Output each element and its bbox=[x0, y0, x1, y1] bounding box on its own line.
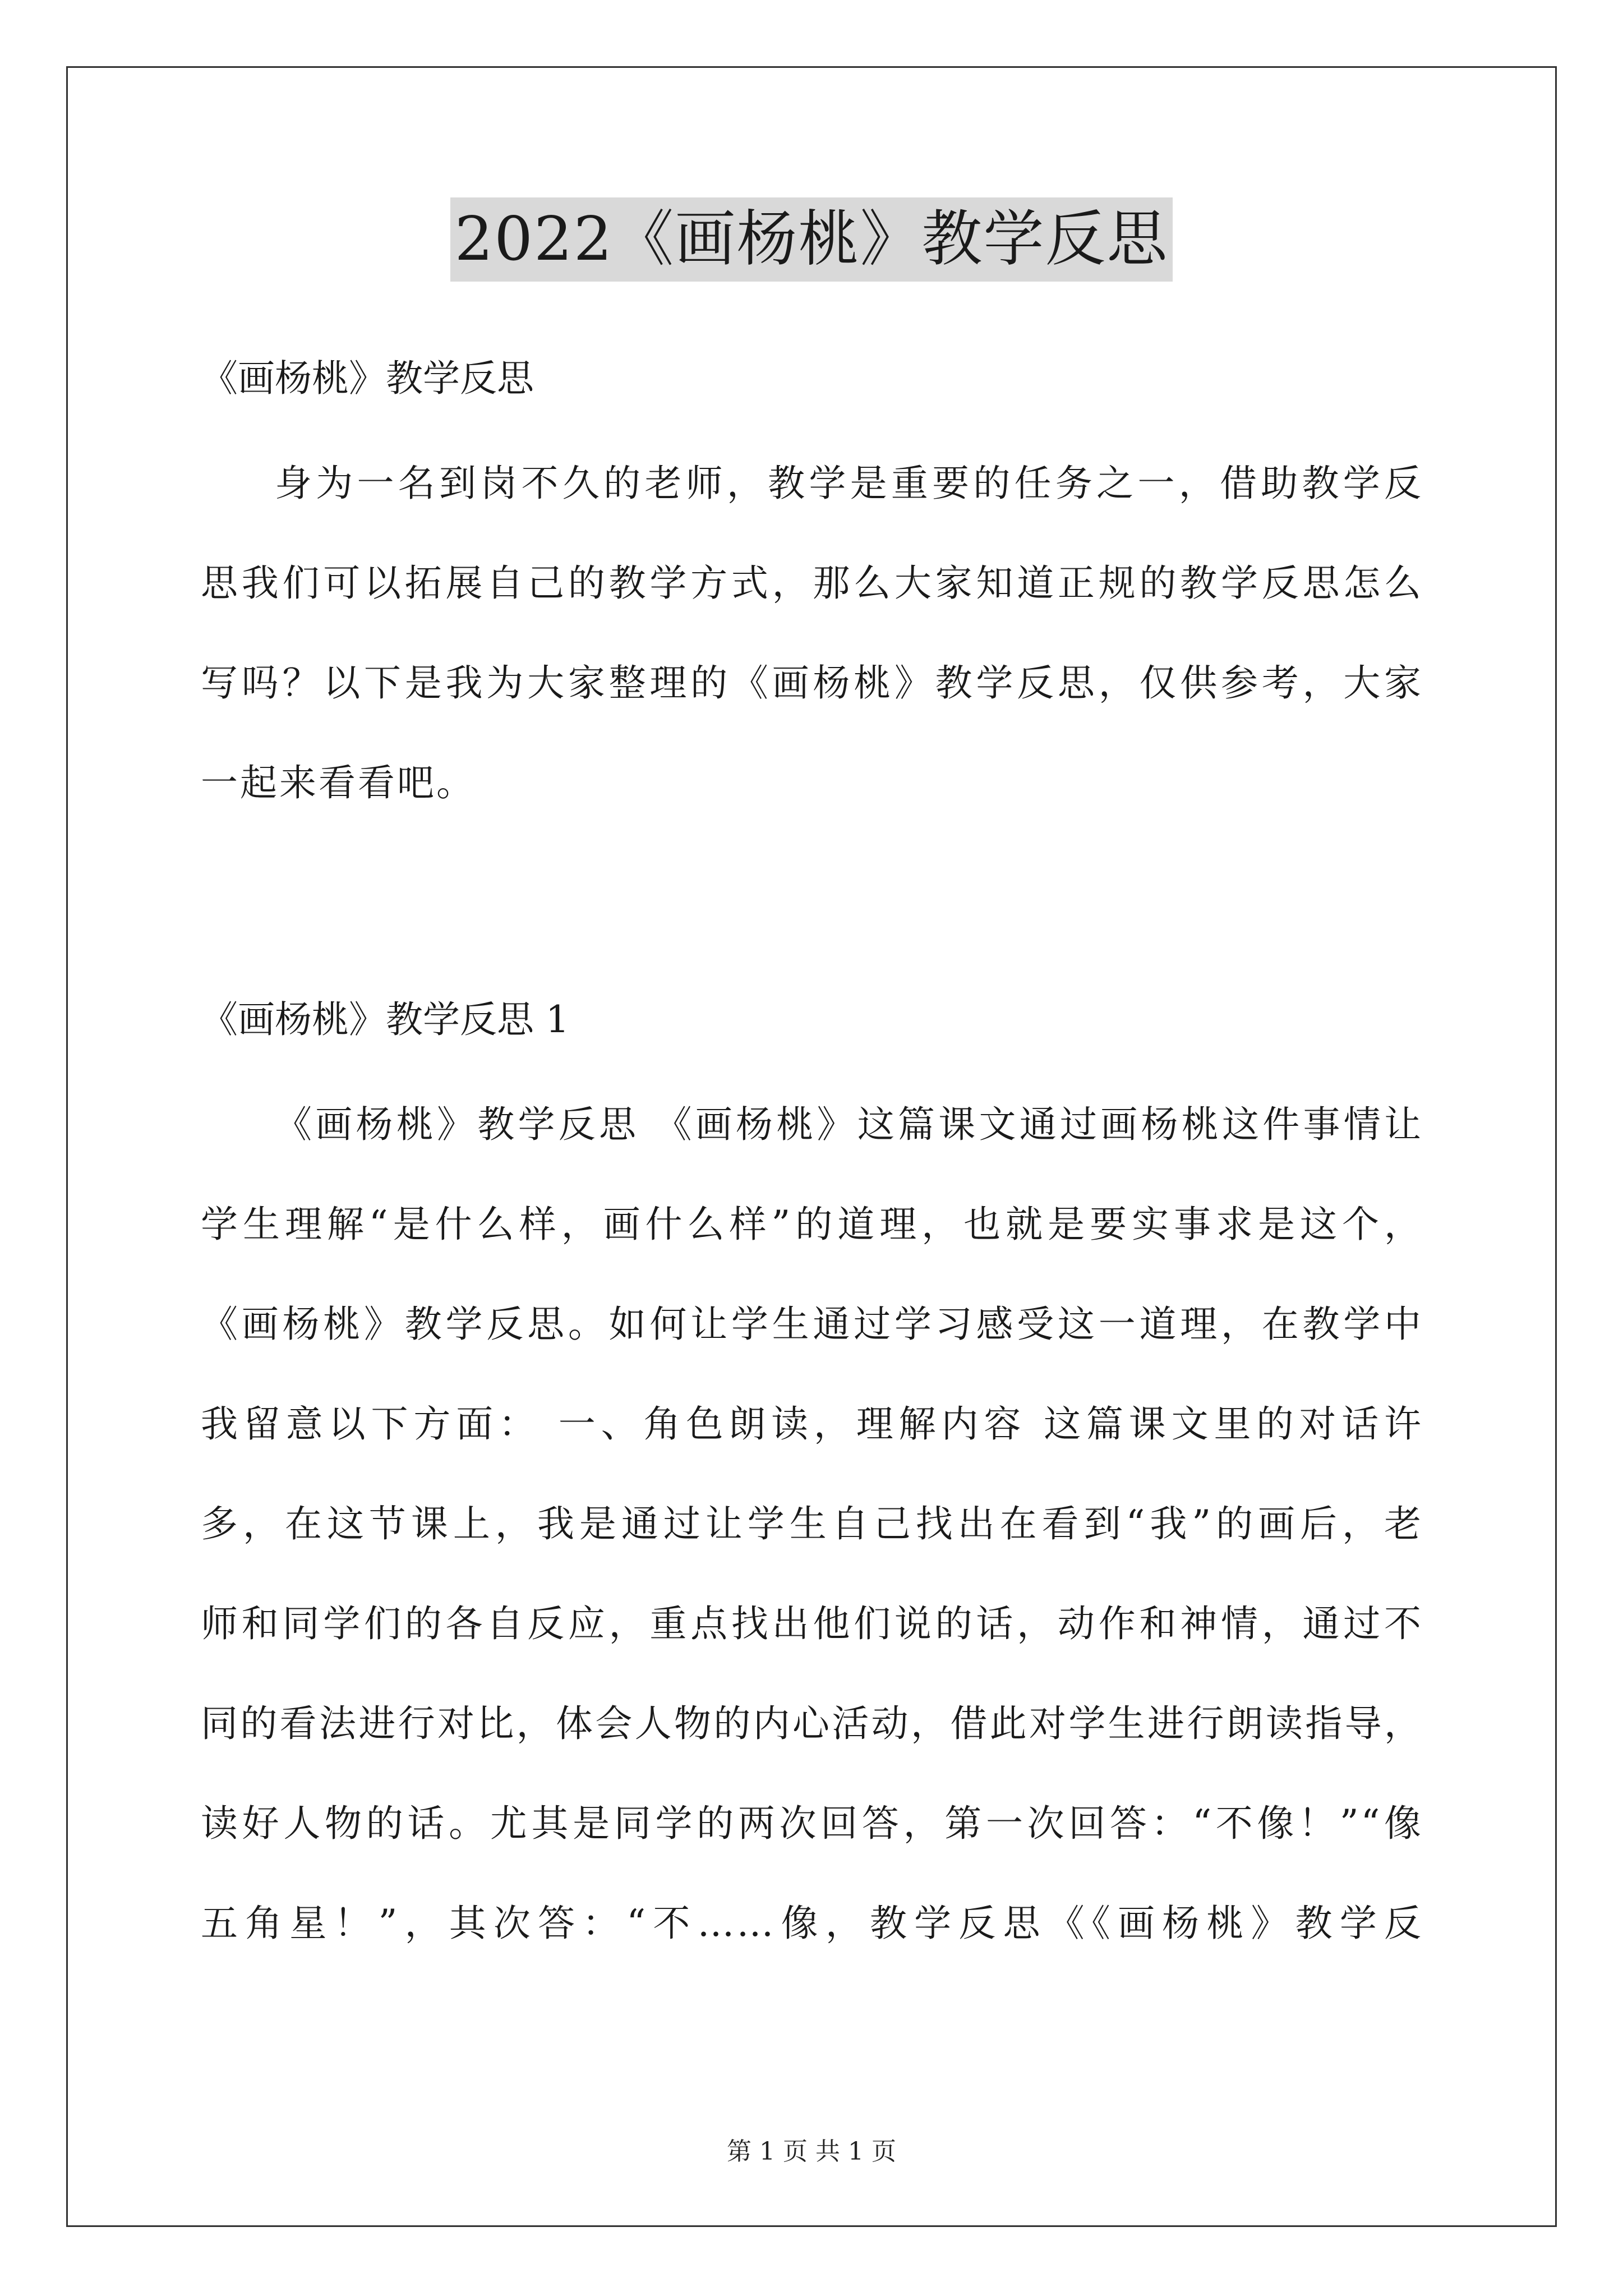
paragraph-line: 一起来看看吧。 bbox=[201, 761, 476, 804]
paragraph-line: 《画杨桃》教学反思 《画杨桃》这篇课文通过画杨桃这件事情让 bbox=[275, 1103, 1423, 1146]
paragraph-line: 学生理解“是什么样，画什么样”的道理，也就是要实事求是这个， bbox=[201, 1203, 1423, 1246]
document-title bbox=[0, 197, 1623, 282]
paragraph-line: 思我们可以拓展自己的教学方式，那么大家知道正规的教学反思怎么 bbox=[201, 562, 1423, 605]
paragraph-line: 《画杨桃》教学反思。如何让学生通过学习感受这一道理，在教学中 bbox=[201, 1303, 1423, 1346]
paragraph-line: 读好人物的话。尤其是同学的两次回答，第一次回答：“不像！”“像 bbox=[201, 1802, 1423, 1845]
paragraph-line: 师和同学们的各自反应，重点找出他们说的话，动作和神情，通过不 bbox=[201, 1602, 1423, 1645]
paragraph-line: 同的看法进行对比，体会人物的内心活动，借此对学生进行朗读指导， bbox=[201, 1702, 1423, 1745]
paragraph-line: 多，在这节课上，我是通过让学生自己找出在看到“我”的画后，老 bbox=[201, 1502, 1423, 1545]
document-subtitle: 《画杨桃》教学反思 bbox=[201, 357, 534, 400]
paragraph-line: 五角星！”，其次答：“不……像，教学反思《《画杨桃》教学反 bbox=[201, 1902, 1423, 1945]
paragraph-line: 写吗？以下是我为大家整理的《画杨桃》教学反思，仅供参考，大家 bbox=[201, 661, 1423, 705]
page-footer: 第 1 页 共 1 页 bbox=[727, 2137, 896, 2166]
document-title-text: 2022《画杨桃》教学反思 bbox=[450, 197, 1173, 282]
paragraph-line: 我留意以下方面： 一、角色朗读，理解内容 这篇课文里的对话许 bbox=[201, 1402, 1423, 1446]
section-heading: 《画杨桃》教学反思 1 bbox=[201, 998, 569, 1041]
paragraph-line: 身为一名到岗不久的老师，教学是重要的任务之一，借助教学反 bbox=[275, 462, 1423, 505]
